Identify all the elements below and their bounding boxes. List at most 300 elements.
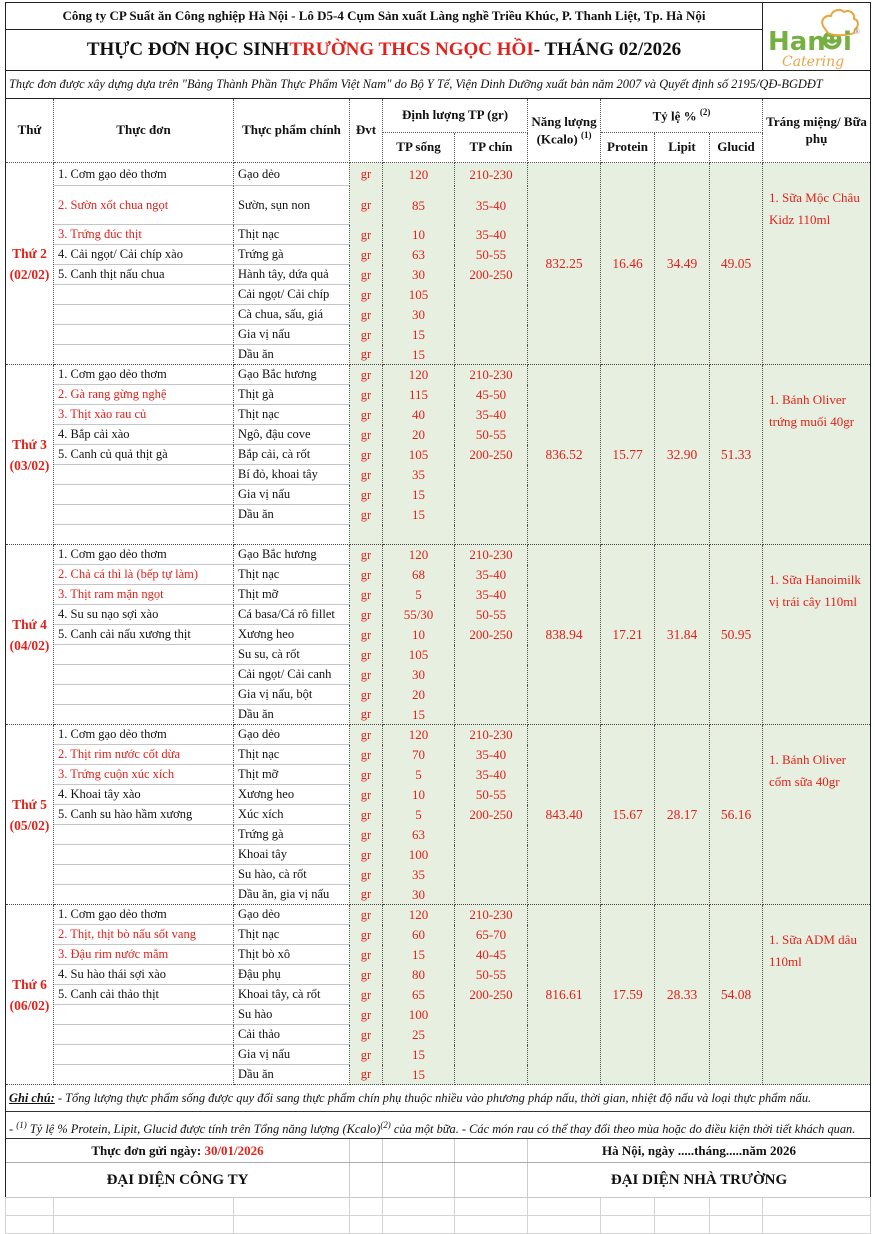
ingredient-name: Khoai tây, cà rốt bbox=[234, 985, 350, 1005]
unit-cell: gr bbox=[350, 1005, 383, 1025]
menu-item bbox=[54, 1025, 234, 1045]
title-prefix: THỰC ĐƠN HỌC SINH bbox=[86, 39, 290, 60]
ratio-label: Tỷ lệ % bbox=[652, 108, 697, 124]
raw-qty: 25 bbox=[383, 1025, 455, 1045]
menu-table bbox=[6, 99, 870, 1085]
cooked-qty bbox=[455, 665, 528, 685]
ingredient-name: Xương heo bbox=[234, 625, 350, 645]
company-name: Công ty CP Suất ăn Công nghiệp Hà Nội - Lô D5-4 Cụm Sản xuất Làng nghề Triều Khúc, P. Thanh Liệt, Tp. Hà Nội bbox=[6, 3, 762, 30]
footnote-1-text: - Tổng lượng thực phẩm sống được quy đổi sang thực phẩm chín phụ thuộc nhiều vào phương pháp nấu, thời gian, nhiệt độ nấu và loại thực phẩm nấu. bbox=[54, 1091, 812, 1105]
ingredient-name: Gia vị nấu bbox=[234, 485, 350, 505]
day-cell bbox=[6, 163, 54, 365]
raw-qty: 10 bbox=[383, 785, 455, 805]
menu-item: 4. Su hào thái sợi xào bbox=[54, 965, 234, 985]
day-block bbox=[6, 163, 870, 365]
raw-qty: 15 bbox=[383, 485, 455, 505]
ingredient-name: Su su, cà rốt bbox=[234, 645, 350, 665]
ingredient-name: Thịt nạc bbox=[234, 225, 350, 245]
unit-cell: gr bbox=[350, 163, 383, 186]
cooked-qty: 50-55 bbox=[455, 605, 528, 625]
cooked-qty bbox=[455, 1005, 528, 1025]
dessert-cell: 1. Bánh Oliver trứng muối 40gr bbox=[763, 365, 870, 545]
dessert-cell: 1. Bánh Oliver cốm sữa 40gr bbox=[763, 725, 870, 905]
cooked-qty bbox=[455, 1025, 528, 1045]
unit-cell: gr bbox=[350, 565, 383, 585]
cooked-qty bbox=[455, 305, 528, 325]
cooked-qty bbox=[455, 825, 528, 845]
ingredient-name: Dầu ăn bbox=[234, 345, 350, 365]
logo-sub-text: Catering bbox=[782, 53, 845, 70]
raw-qty: 120 bbox=[383, 545, 455, 565]
protein-value: 17.59 bbox=[601, 905, 655, 1085]
col-header-energy bbox=[528, 99, 601, 163]
ingredient-name: Trứng gà bbox=[234, 825, 350, 845]
unit-cell: gr bbox=[350, 345, 383, 365]
col-header-thu: Thứ bbox=[6, 99, 54, 163]
sent-date-cell bbox=[6, 1139, 350, 1162]
menu-item bbox=[54, 305, 234, 325]
raw-qty: 63 bbox=[383, 825, 455, 845]
raw-qty: 15 bbox=[383, 705, 455, 725]
raw-qty: 100 bbox=[383, 1005, 455, 1025]
menu-item bbox=[54, 465, 234, 485]
cooked-qty bbox=[455, 285, 528, 305]
menu-item bbox=[54, 505, 234, 525]
signature-company: ĐẠI DIỆN CÔNG TY bbox=[6, 1163, 350, 1197]
cooked-qty bbox=[455, 865, 528, 885]
menu-sheet bbox=[5, 2, 871, 1197]
menu-item: 3. Thịt xào rau củ bbox=[54, 405, 234, 425]
ingredient-name: Trứng gà bbox=[234, 245, 350, 265]
raw-qty: 70 bbox=[383, 745, 455, 765]
ingredient-name: Dầu ăn bbox=[234, 1065, 350, 1085]
sent-date-label: Thực đơn gửi ngày: bbox=[91, 1143, 205, 1158]
day-cell bbox=[6, 365, 54, 545]
cooked-qty: 210-230 bbox=[455, 163, 528, 186]
lipit-value: 32.90 bbox=[655, 365, 710, 545]
protein-value: 17.21 bbox=[601, 545, 655, 725]
day-date: (02/02) bbox=[9, 266, 50, 282]
footnote-label: Ghi chú: bbox=[9, 1091, 55, 1105]
ingredient-name: Thịt mỡ bbox=[234, 585, 350, 605]
menu-item: 2. Thịt rim nước cốt dừa bbox=[54, 745, 234, 765]
cooked-qty: 35-40 bbox=[455, 585, 528, 605]
ingredient-name: Thịt bò xô bbox=[234, 945, 350, 965]
unit-cell: gr bbox=[350, 405, 383, 425]
unit-cell: gr bbox=[350, 385, 383, 405]
raw-qty: 5 bbox=[383, 805, 455, 825]
energy-label: Năng lượng (Kcalo) bbox=[531, 113, 597, 147]
raw-qty: 40 bbox=[383, 405, 455, 425]
col-header-menu: Thực đơn bbox=[54, 99, 234, 163]
lipit-value: 34.49 bbox=[655, 163, 710, 365]
day-label: Thứ 6 bbox=[12, 976, 47, 992]
ingredient-name: Thịt mỡ bbox=[234, 765, 350, 785]
cooked-qty bbox=[455, 345, 528, 365]
ingredient-name: Bắp cải, cà rốt bbox=[234, 445, 350, 465]
cooked-qty: 65-70 bbox=[455, 925, 528, 945]
page-title bbox=[6, 30, 762, 70]
unit-cell: gr bbox=[350, 365, 383, 385]
raw-qty: 10 bbox=[383, 225, 455, 245]
unit-cell: gr bbox=[350, 985, 383, 1005]
col-header-main-food: Thực phẩm chính bbox=[234, 99, 350, 163]
ingredient-name: Gạo dẻo bbox=[234, 725, 350, 745]
logo-graphic bbox=[764, 4, 869, 70]
menu-item: 5. Canh su hào hầm xương bbox=[54, 805, 234, 825]
unit-cell: gr bbox=[350, 545, 383, 565]
raw-qty bbox=[383, 525, 455, 545]
ingredient-name: Thịt nạc bbox=[234, 565, 350, 585]
raw-qty: 30 bbox=[383, 265, 455, 285]
document-header bbox=[6, 3, 870, 71]
unit-cell: gr bbox=[350, 845, 383, 865]
day-label: Thứ 2 bbox=[12, 245, 47, 261]
day-date: (05/02) bbox=[9, 817, 50, 833]
protein-value: 15.77 bbox=[601, 365, 655, 545]
unit-cell: gr bbox=[350, 425, 383, 445]
unit-cell: gr bbox=[350, 825, 383, 845]
menu-item: 3. Trứng đúc thịt bbox=[54, 225, 234, 245]
date-row bbox=[6, 1139, 870, 1163]
raw-qty: 15 bbox=[383, 1065, 455, 1085]
empty-spreadsheet-rows bbox=[5, 1197, 871, 1234]
menu-item: 5. Canh cải nấu xương thịt bbox=[54, 625, 234, 645]
menu-item bbox=[54, 685, 234, 705]
unit-cell: gr bbox=[350, 285, 383, 305]
ingredient-row bbox=[6, 163, 870, 186]
ingredient-name: Su hào, cà rốt bbox=[234, 865, 350, 885]
dessert-cell: 1. Sữa ADM dâu 110ml bbox=[763, 905, 870, 1085]
raw-qty: 15 bbox=[383, 505, 455, 525]
col-header-glucid: Glucid bbox=[710, 133, 763, 163]
menu-item: 1. Cơm gạo dẻo thơm bbox=[54, 545, 234, 565]
col-header-lipit: Lipit bbox=[655, 133, 710, 163]
unit-cell: gr bbox=[350, 645, 383, 665]
raw-qty: 35 bbox=[383, 865, 455, 885]
dessert-cell: 1. Sữa Mộc Châu Kidz 110ml bbox=[763, 163, 870, 365]
day-block bbox=[6, 545, 870, 725]
unit-cell bbox=[350, 525, 383, 545]
unit-cell: gr bbox=[350, 785, 383, 805]
menu-item bbox=[54, 705, 234, 725]
footnote-2: - $^{(1)}$ Tỷ lệ % Protein, Lipit, Glucid được tính trên Tổng năng lượng (Kcalo)$^{(2)}$ của một bữa. - Các món rau có thể thay đổi theo mùa hoặc do điều kiện thời tiết khách quan. bbox=[6, 1112, 870, 1139]
col-header-unit: Đvt bbox=[350, 99, 383, 163]
subtitle-note: Thực đơn được xây dựng dựa trên "Bảng Thành Phần Thực Phẩm Việt Nam" do Bộ Y Tế, Viện Dinh Dưỡng xuất bản năm 2007 và Quyết định số 2195/QĐ-BGDĐT bbox=[6, 71, 870, 99]
menu-item bbox=[54, 1005, 234, 1025]
unit-cell: gr bbox=[350, 1025, 383, 1045]
unit-cell: gr bbox=[350, 725, 383, 745]
raw-qty: 5 bbox=[383, 765, 455, 785]
unit-cell: gr bbox=[350, 1065, 383, 1085]
ingredient-name: Thịt nạc bbox=[234, 925, 350, 945]
menu-item bbox=[54, 645, 234, 665]
raw-qty: 120 bbox=[383, 905, 455, 925]
ingredient-name: Gạo dẻo bbox=[234, 163, 350, 186]
sent-date-value: 30/01/2026 bbox=[204, 1143, 264, 1158]
unit-cell: gr bbox=[350, 225, 383, 245]
raw-qty: 100 bbox=[383, 845, 455, 865]
menu-item bbox=[54, 1045, 234, 1065]
energy-value: 832.25 bbox=[528, 163, 601, 365]
menu-item: 2. Sườn xốt chua ngọt bbox=[54, 186, 234, 225]
menu-item: 3. Đậu rim nước mắm bbox=[54, 945, 234, 965]
cooked-qty bbox=[455, 845, 528, 865]
raw-qty: 20 bbox=[383, 685, 455, 705]
cooked-qty bbox=[455, 705, 528, 725]
menu-item: 4. Khoai tây xào bbox=[54, 785, 234, 805]
raw-qty: 15 bbox=[383, 945, 455, 965]
unit-cell: gr bbox=[350, 705, 383, 725]
unit-cell: gr bbox=[350, 505, 383, 525]
menu-item bbox=[54, 1065, 234, 1085]
raw-qty: 15 bbox=[383, 325, 455, 345]
menu-item: 4. Bắp cải xào bbox=[54, 425, 234, 445]
ingredient-name: Xương heo bbox=[234, 785, 350, 805]
cooked-qty: 200-250 bbox=[455, 625, 528, 645]
menu-item bbox=[54, 825, 234, 845]
raw-qty: 15 bbox=[383, 1045, 455, 1065]
ingredient-name: Gạo Bắc hương bbox=[234, 545, 350, 565]
raw-qty: 15 bbox=[383, 345, 455, 365]
cooked-qty: 210-230 bbox=[455, 725, 528, 745]
hanoi-catering-logo bbox=[762, 3, 870, 70]
menu-item bbox=[54, 865, 234, 885]
protein-value: 16.46 bbox=[601, 163, 655, 365]
signature-school: ĐẠI DIỆN NHÀ TRƯỜNG bbox=[610, 1171, 788, 1188]
cooked-qty bbox=[455, 525, 528, 545]
ingredient-name: Thịt gà bbox=[234, 385, 350, 405]
menu-item bbox=[54, 285, 234, 305]
unit-cell: gr bbox=[350, 885, 383, 905]
unit-cell: gr bbox=[350, 1045, 383, 1065]
glucid-value: 49.05 bbox=[710, 163, 763, 365]
day-label: Thứ 4 bbox=[12, 616, 47, 632]
raw-qty: 63 bbox=[383, 245, 455, 265]
ingredient-name: Cải ngọt/ Cải canh bbox=[234, 665, 350, 685]
day-cell bbox=[6, 905, 54, 1085]
ingredient-row bbox=[6, 365, 870, 385]
cooked-qty: 50-55 bbox=[455, 785, 528, 805]
day-label: Thứ 5 bbox=[12, 796, 47, 812]
ingredient-row bbox=[6, 545, 870, 565]
ingredient-row bbox=[6, 905, 870, 925]
ingredient-name: Thịt nạc bbox=[234, 405, 350, 425]
unit-cell: gr bbox=[350, 186, 383, 225]
cooked-qty: 50-55 bbox=[455, 965, 528, 985]
lipit-value: 28.17 bbox=[655, 725, 710, 905]
unit-cell: gr bbox=[350, 765, 383, 785]
menu-item: 5. Canh thịt nấu chua bbox=[54, 265, 234, 285]
raw-qty: 120 bbox=[383, 365, 455, 385]
col-header-cooked: TP chín bbox=[455, 133, 528, 163]
raw-qty: 105 bbox=[383, 445, 455, 465]
title-school-name: TRƯỜNG THCS NGỌC HỒI bbox=[289, 39, 534, 60]
cooked-qty: 200-250 bbox=[455, 445, 528, 465]
raw-qty: 105 bbox=[383, 645, 455, 665]
svg-text:i: i bbox=[843, 26, 852, 57]
cooked-qty bbox=[455, 645, 528, 665]
empty-row bbox=[6, 1198, 870, 1216]
raw-qty: 30 bbox=[383, 885, 455, 905]
cooked-qty: 35-40 bbox=[455, 405, 528, 425]
raw-qty: 105 bbox=[383, 285, 455, 305]
unit-cell: gr bbox=[350, 245, 383, 265]
unit-cell: gr bbox=[350, 805, 383, 825]
raw-qty: 85 bbox=[383, 186, 455, 225]
dessert-cell: 1. Sữa Hanoimilk vị trái cây 110ml bbox=[763, 545, 870, 725]
raw-qty: 60 bbox=[383, 925, 455, 945]
energy-footnote-mark: (1) bbox=[580, 129, 592, 140]
footnotes bbox=[6, 1085, 870, 1139]
menu-item: 1. Cơm gạo dẻo thơm bbox=[54, 725, 234, 745]
unit-cell: gr bbox=[350, 265, 383, 285]
cooked-qty bbox=[455, 465, 528, 485]
day-cell bbox=[6, 545, 54, 725]
menu-item: 2. Gà rang gừng nghệ bbox=[54, 385, 234, 405]
cooked-qty: 45-50 bbox=[455, 385, 528, 405]
unit-cell: gr bbox=[350, 905, 383, 925]
energy-value: 836.52 bbox=[528, 365, 601, 545]
empty-row bbox=[6, 1216, 870, 1234]
signature-row bbox=[6, 1163, 870, 1197]
menu-item bbox=[54, 845, 234, 865]
cooked-qty bbox=[455, 325, 528, 345]
menu-item: 3. Trứng cuộn xúc xích bbox=[54, 765, 234, 785]
ingredient-name: Cá basa/Cá rô fillet bbox=[234, 605, 350, 625]
cooked-qty: 210-230 bbox=[455, 365, 528, 385]
menu-item: 5. Canh cải thảo thịt bbox=[54, 985, 234, 1005]
cooked-qty: 35-40 bbox=[455, 186, 528, 225]
cooked-qty: 50-55 bbox=[455, 245, 528, 265]
ingredient-name: Bí đỏ, khoai tây bbox=[234, 465, 350, 485]
col-header-quantity-group: Định lượng TP (gr) bbox=[383, 99, 528, 133]
ingredient-name bbox=[234, 525, 350, 545]
ingredient-name: Cà chua, sấu, giá bbox=[234, 305, 350, 325]
cooked-qty: 35-40 bbox=[455, 745, 528, 765]
table-header bbox=[6, 99, 870, 163]
unit-cell: gr bbox=[350, 685, 383, 705]
lipit-value: 28.33 bbox=[655, 905, 710, 1085]
menu-item bbox=[54, 525, 234, 545]
ingredient-name: Cải thảo bbox=[234, 1025, 350, 1045]
menu-item bbox=[54, 345, 234, 365]
cooked-qty bbox=[455, 485, 528, 505]
menu-item bbox=[54, 485, 234, 505]
raw-qty: 120 bbox=[383, 163, 455, 186]
raw-qty: 65 bbox=[383, 985, 455, 1005]
day-cell bbox=[6, 725, 54, 905]
ingredient-name: Gia vị nấu, bột bbox=[234, 685, 350, 705]
menu-item: 4. Su su nạo sợi xào bbox=[54, 605, 234, 625]
menu-item: 1. Cơm gạo dẻo thơm bbox=[54, 365, 234, 385]
ratio-footnote-mark: (2) bbox=[699, 106, 711, 117]
glucid-value: 50.95 bbox=[710, 545, 763, 725]
raw-qty: 80 bbox=[383, 965, 455, 985]
place-date-cell: Hà Nội, ngày .....tháng.....năm 2026 bbox=[602, 1143, 796, 1158]
logo-main-text: Han bbox=[768, 26, 826, 57]
raw-qty: 10 bbox=[383, 625, 455, 645]
energy-value: 816.61 bbox=[528, 905, 601, 1085]
unit-cell: gr bbox=[350, 965, 383, 985]
glucid-value: 56.16 bbox=[710, 725, 763, 905]
ingredient-name: Dầu ăn bbox=[234, 705, 350, 725]
ingredient-name: Gạo Bắc hương bbox=[234, 365, 350, 385]
raw-qty: 30 bbox=[383, 665, 455, 685]
unit-cell: gr bbox=[350, 945, 383, 965]
raw-qty: 55/30 bbox=[383, 605, 455, 625]
raw-qty: 35 bbox=[383, 465, 455, 485]
unit-cell: gr bbox=[350, 605, 383, 625]
ingredient-row bbox=[6, 725, 870, 745]
cooked-qty: 40-45 bbox=[455, 945, 528, 965]
ingredient-name: Gia vị nấu bbox=[234, 1045, 350, 1065]
cooked-qty: 200-250 bbox=[455, 985, 528, 1005]
ingredient-name: Dầu ăn, gia vị nấu bbox=[234, 885, 350, 905]
menu-item: 1. Cơm gạo dẻo thơm bbox=[54, 905, 234, 925]
menu-item bbox=[54, 885, 234, 905]
menu-item: 1. Cơm gạo dẻo thơm bbox=[54, 163, 234, 186]
menu-item bbox=[54, 325, 234, 345]
ingredient-name: Thịt nạc bbox=[234, 745, 350, 765]
day-block bbox=[6, 905, 870, 1085]
ingredient-name: Ngô, đậu cove bbox=[234, 425, 350, 445]
ingredient-name: Sườn, sụn non bbox=[234, 186, 350, 225]
unit-cell: gr bbox=[350, 925, 383, 945]
raw-qty: 120 bbox=[383, 725, 455, 745]
cooked-qty bbox=[455, 505, 528, 525]
cooked-qty: 200-250 bbox=[455, 265, 528, 285]
col-header-ratio-group bbox=[601, 99, 763, 133]
raw-qty: 5 bbox=[383, 585, 455, 605]
ingredient-name: Xúc xích bbox=[234, 805, 350, 825]
cooked-qty: 200-250 bbox=[455, 805, 528, 825]
unit-cell: gr bbox=[350, 665, 383, 685]
day-date: (03/02) bbox=[9, 457, 50, 473]
cooked-qty bbox=[455, 1065, 528, 1085]
unit-cell: gr bbox=[350, 445, 383, 465]
glucid-value: 54.08 bbox=[710, 905, 763, 1085]
menu-item: 2. Chả cá thì là (bếp tự làm) bbox=[54, 565, 234, 585]
day-block bbox=[6, 725, 870, 905]
raw-qty: 30 bbox=[383, 305, 455, 325]
lipit-value: 31.84 bbox=[655, 545, 710, 725]
energy-value: 843.40 bbox=[528, 725, 601, 905]
cooked-qty: 210-230 bbox=[455, 905, 528, 925]
raw-qty: 68 bbox=[383, 565, 455, 585]
ingredient-name: Gia vị nấu bbox=[234, 325, 350, 345]
col-header-dessert: Tráng miệng/ Bữa phụ bbox=[763, 99, 870, 163]
cooked-qty: 210-230 bbox=[455, 545, 528, 565]
cooked-qty: 50-55 bbox=[455, 425, 528, 445]
cooked-qty: 35-40 bbox=[455, 765, 528, 785]
unit-cell: gr bbox=[350, 325, 383, 345]
ingredient-name: Đậu phụ bbox=[234, 965, 350, 985]
ingredient-name: Hành tây, dứa quả bbox=[234, 265, 350, 285]
raw-qty: 20 bbox=[383, 425, 455, 445]
cooked-qty bbox=[455, 885, 528, 905]
day-label: Thứ 3 bbox=[12, 436, 47, 452]
footnote-1 bbox=[6, 1085, 870, 1112]
day-date: (06/02) bbox=[9, 997, 50, 1013]
header-text-block bbox=[6, 3, 762, 70]
menu-item: 3. Thịt ram mặn ngọt bbox=[54, 585, 234, 605]
raw-qty: 115 bbox=[383, 385, 455, 405]
cooked-qty: 35-40 bbox=[455, 225, 528, 245]
col-header-raw: TP sống bbox=[383, 133, 455, 163]
unit-cell: gr bbox=[350, 305, 383, 325]
unit-cell: gr bbox=[350, 625, 383, 645]
